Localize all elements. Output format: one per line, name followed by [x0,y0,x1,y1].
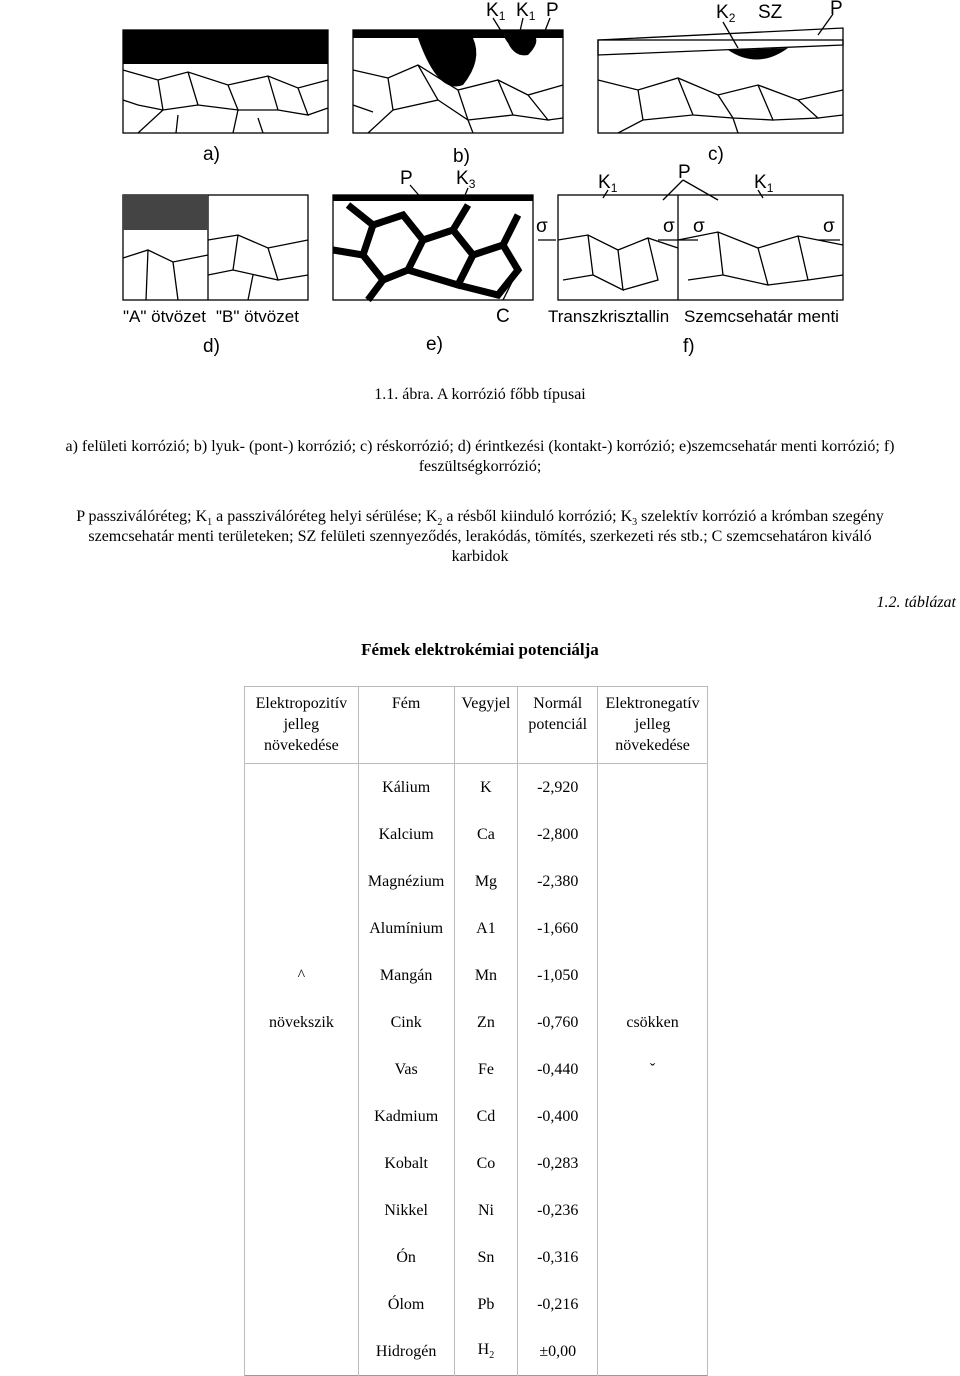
cell-metal: Nikkel [358,1187,454,1234]
cell-metal: Mangán [358,952,454,999]
label-alloy-b: "B" ötvözet [216,307,299,326]
cell-metal: Vas [358,1046,454,1093]
types-line-2: feszültségkorrózió; [418,458,542,475]
header-electropositive: Elektropozitív jelleg növekedése [245,687,359,764]
table-row [245,999,708,1046]
cell-trend-right [598,952,708,999]
cell-trend-left [245,1187,359,1234]
label-k1-f2: $K_1$ [754,172,774,195]
label-k1-b1: $K_1$ [486,0,506,23]
table-row [245,952,708,999]
cell-potential: -0,216 [518,1281,598,1328]
cell-metal: Cink [358,999,454,1046]
cell-symbol: Cd [454,1093,518,1140]
cell-symbol: K [454,764,518,812]
table-row [245,1187,708,1234]
panel-a-corrosion-layer [123,30,328,64]
crevice-corrosion [728,48,788,60]
label-c: c) [708,144,724,165]
cell-trend-right [598,811,708,858]
cell-trend-right [598,858,708,905]
cell-trend-right [598,1234,708,1281]
cell-metal: Kálium [358,764,454,812]
corrosion-diagram [118,0,848,365]
cell-symbol: Sn [454,1234,518,1281]
cell-symbol: Mn [454,952,518,999]
cell-symbol: Ni [454,1187,518,1234]
cell-potential: -1,660 [518,905,598,952]
table-row [245,1281,708,1328]
cell-symbol: $H_2$ [454,1328,518,1376]
intergranular-network [333,205,518,300]
label-f: f) [683,336,695,357]
table-row [245,1140,708,1187]
label-szemcse: Szemcsehatár menti [684,307,839,326]
legend-line-1: P passziválóréteg; $K_1$ a passziválóréteg helyi sérülése; $K_2$ a résből kiinduló korrózió; $K_3$ szelektív korrózió a krómban szegény [76,508,884,529]
label-d: d) [203,336,220,357]
cell-trend-left [245,1328,359,1376]
cell-trend-right: csökken [598,999,708,1046]
cell-trend-left [245,764,359,812]
label-e: e) [426,334,443,355]
table-header-row [245,687,708,764]
cell-potential: -2,920 [518,764,598,812]
cell-symbol: Fe [454,1046,518,1093]
cell-trend-left [245,1093,359,1140]
cell-trend-left: növekszik [245,999,359,1046]
cell-trend-right [598,905,708,952]
header-electronegative: Elektronegatív jelleg növekedése [598,687,708,764]
cell-trend-left [245,1046,359,1093]
table-title: Fémek elektrokémiai potenciálja [361,640,599,659]
label-p-f: P [678,162,691,183]
table-row [245,764,708,812]
cell-trend-left [245,1140,359,1187]
potential-table [244,686,708,1376]
cell-symbol: A1 [454,905,518,952]
sigma-label-1: σ [536,216,548,237]
cell-potential: -0,283 [518,1140,598,1187]
cell-trend-right [598,1140,708,1187]
cell-potential: -0,316 [518,1234,598,1281]
cell-trend-right [598,1281,708,1328]
table-row [245,905,708,952]
table-row [245,1093,708,1140]
table-body [245,764,708,1376]
cell-metal: Magnézium [358,858,454,905]
sigma-label-2: σ [663,216,675,237]
table-reference: 1.2. táblázat [876,594,956,611]
label-k3-e: $K_3$ [456,168,476,191]
label-k1-b2: $K_1$ [516,0,536,23]
header-metal: Fém [358,687,454,764]
pit-small [506,38,536,55]
table-row [245,811,708,858]
cell-trend-right [598,1187,708,1234]
legend-line-3: karbidok [451,548,509,565]
cell-trend-left [245,858,359,905]
cell-potential: -0,400 [518,1093,598,1140]
cell-potential: -0,440 [518,1046,598,1093]
cell-metal: Kadmium [358,1093,454,1140]
legend-line-2: szemcsehatár menti területeken; SZ felületi szennyeződés, lerakódás, tömítés, szerkezeti rés stb.; C szemcsehatáron kiváló [88,528,872,545]
sigma-label-4: σ [823,216,835,237]
cell-trend-left [245,1234,359,1281]
cell-metal: Alumínium [358,905,454,952]
figure-caption: 1.1. ábra. A korrózió főbb típusai [374,386,586,403]
label-alloy-a: "A" ötvözet [123,307,206,326]
label-p-c: P [830,0,843,19]
cell-trend-right [598,1328,708,1376]
cell-trend-left [245,811,359,858]
cell-symbol: Zn [454,999,518,1046]
header-symbol: Vegyjel [454,687,518,764]
cell-metal: Hidrogén [358,1328,454,1376]
label-p-b: P [546,0,559,21]
label-transz: Transzkrisztallin [548,307,670,326]
cell-potential: ±0,00 [518,1328,598,1376]
cell-metal: Ólom [358,1281,454,1328]
cell-metal: Ón [358,1234,454,1281]
cell-potential: -1,050 [518,952,598,999]
sigma-label-3: σ [693,216,705,237]
cell-potential: -0,236 [518,1187,598,1234]
cell-trend-left [245,905,359,952]
header-potential: Normál potenciál [518,687,598,764]
cell-potential: -0,760 [518,999,598,1046]
cell-metal: Kalcium [358,811,454,858]
cell-symbol: Pb [454,1281,518,1328]
table-row [245,1046,708,1093]
cell-trend-right [598,764,708,812]
label-p-e: P [400,168,413,189]
label-k1-f1: $K_1$ [598,172,618,195]
table-row [245,1234,708,1281]
table-row [245,1328,708,1376]
cell-symbol: Ca [454,811,518,858]
label-k2-c: $K_2$ [716,2,736,25]
cell-symbol: Co [454,1140,518,1187]
types-line-1: a) felületi korrózió; b) lyuk- (pont-) korrózió; c) réskorrózió; d) érintkezési (kontakt-) korrózió; e)szemcsehatár menti korrózió; f) [65,438,895,455]
alloy-a-layer [123,195,208,230]
cell-trend-left [245,1281,359,1328]
label-b: b) [453,146,470,167]
cell-metal: Kobalt [358,1140,454,1187]
table-row [245,858,708,905]
cell-trend-right [598,1093,708,1140]
cell-potential: -2,380 [518,858,598,905]
cell-symbol: Mg [454,858,518,905]
corrosion-types-figure [118,0,848,365]
label-c-e: C [496,306,510,327]
label-sz-c: SZ [758,2,783,23]
cell-trend-left: ^ [245,952,359,999]
cell-trend-right: ˇ [598,1046,708,1093]
cell-potential: -2,800 [518,811,598,858]
label-a: a) [203,144,220,165]
